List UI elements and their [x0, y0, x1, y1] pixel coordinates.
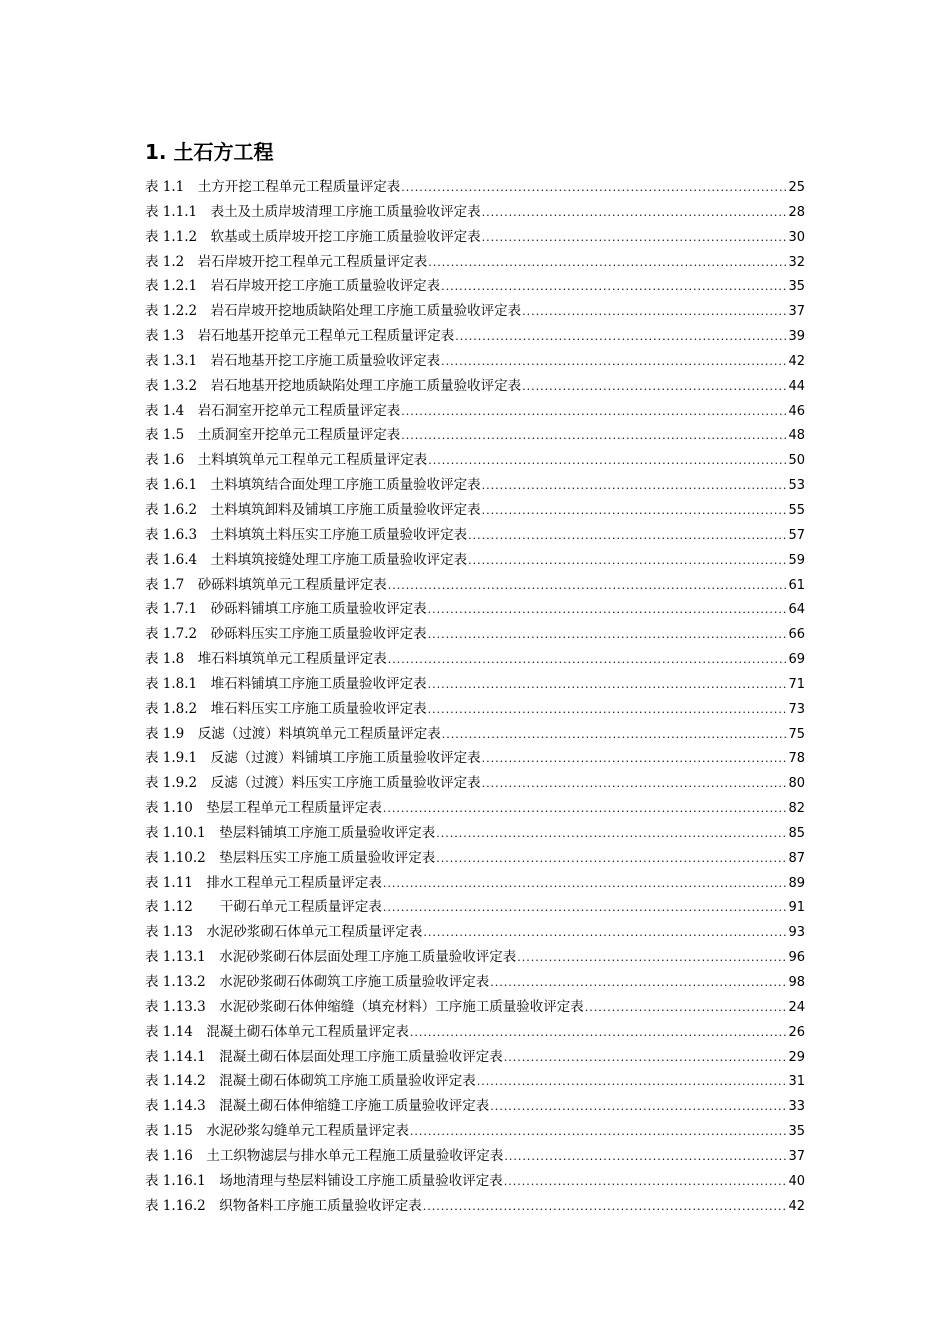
toc-entry-number: 表 1.3	[145, 328, 185, 345]
toc-dot-leader	[482, 499, 788, 524]
toc-entry-number: 表 1.6.3	[145, 526, 198, 543]
toc-dot-leader	[383, 872, 788, 897]
toc-entry-title: 岩石地基开挖工序施工质量验收评定表	[210, 352, 441, 369]
toc-dot-leader	[436, 822, 787, 847]
toc-dot-leader	[401, 424, 787, 449]
toc-entry[interactable]	[145, 672, 805, 697]
toc-entry-page-number: 35	[788, 279, 805, 295]
toc-entry[interactable]	[145, 498, 805, 523]
toc-entry-separator	[206, 1098, 220, 1114]
toc-entry-label	[145, 423, 400, 448]
toc-entry-separator	[184, 427, 198, 443]
toc-entry-separator	[206, 1049, 220, 1065]
toc-entry-label	[145, 374, 521, 399]
toc-entry-separator	[206, 974, 220, 990]
toc-entry[interactable]	[145, 821, 805, 846]
toc-dot-leader	[477, 1070, 788, 1095]
toc-entry-title: 排水工程单元工程质量评定表	[206, 874, 382, 891]
toc-entry-page-number: 98	[788, 975, 805, 990]
toc-entry-title: 反滤（过渡）料填筑单元工程质量评定表	[197, 725, 441, 742]
toc-entry-number: 表 1.4	[145, 402, 185, 419]
section-heading: 1. 土石方工程	[145, 140, 274, 164]
toc-entry[interactable]	[145, 1045, 805, 1070]
toc-entry-title: 水泥砂浆砌石体单元工程质量评定表	[206, 924, 423, 941]
toc-entry-title: 干砌石单元工程质量评定表	[219, 899, 382, 916]
toc-entry-separator	[197, 477, 211, 493]
toc-dot-leader	[383, 896, 788, 921]
toc-entry-title: 混凝土砌石体伸缩缝工序施工质量验收评定表	[219, 1098, 490, 1115]
toc-entry-number: 表 1.7.2	[145, 626, 198, 643]
toc-entry-page-number: 42	[788, 353, 805, 369]
toc-entry-page-number: 87	[788, 850, 805, 866]
toc-entry-title: 砂砾料压实工序施工质量验收评定表	[210, 626, 427, 643]
toc-entry-page-number: 91	[788, 900, 805, 916]
toc-entry-page-number: 89	[788, 875, 805, 891]
toc-dot-leader	[410, 1021, 788, 1046]
toc-entry-separator	[193, 924, 207, 940]
toc-entry-page-number: 80	[788, 776, 805, 792]
toc-entry-page-number: 24	[788, 999, 805, 1015]
toc-entry-number: 表 1.6.4	[145, 551, 198, 568]
toc-dot-leader	[428, 449, 787, 474]
toc-entry-title: 混凝土砌石体层面处理工序施工质量验收评定表	[219, 1048, 503, 1065]
toc-dot-leader	[482, 226, 788, 251]
toc-dot-leader	[504, 1145, 787, 1170]
toc-entry-number: 表 1.14.2	[145, 1073, 206, 1090]
toc-entry-page-number: 40	[788, 1173, 805, 1189]
toc-entry-label	[145, 945, 516, 970]
toc-entry-title: 混凝土砌石体砌筑工序施工质量验收评定表	[219, 1073, 476, 1090]
toc-entry-number: 表 1.8.1	[145, 675, 198, 692]
toc-entry-separator	[197, 303, 211, 319]
toc-entry-page-number: 28	[788, 204, 805, 220]
toc-entry-title: 堆石料压实工序施工质量验收评定表	[210, 700, 427, 717]
toc-entry-label	[145, 821, 435, 846]
toc-dot-leader	[442, 723, 788, 748]
toc-entry-title: 岩石地基开挖地质缺陷处理工序施工质量验收评定表	[210, 377, 522, 394]
toc-entry-label	[145, 399, 400, 424]
toc-entry-label	[145, 672, 427, 697]
toc-entry[interactable]	[145, 995, 805, 1020]
toc-entry[interactable]	[145, 597, 805, 622]
toc-dot-leader	[428, 673, 788, 698]
toc-dot-leader	[441, 350, 787, 375]
toc-dot-leader	[401, 176, 787, 201]
toc-entry[interactable]	[145, 473, 805, 498]
toc-dot-leader	[490, 971, 787, 996]
toc-entry-number: 表 1.13.3	[145, 998, 206, 1015]
toc-entry[interactable]	[145, 871, 805, 896]
toc-entry-number: 表 1.11	[145, 874, 193, 891]
toc-dot-leader	[436, 847, 787, 872]
toc-entry-title: 岩石地基开挖单元工程单元工程质量评定表	[197, 328, 455, 345]
toc-entry-separator	[184, 403, 198, 419]
toc-entry-title: 水泥砂浆砌石体砌筑工序施工质量验收评定表	[219, 974, 490, 990]
toc-entry-number: 表 1.3.2	[145, 377, 198, 394]
toc-dot-leader	[482, 474, 788, 499]
toc-entry-title: 砂砾料填筑单元工程质量评定表	[197, 576, 387, 593]
toc-entry[interactable]	[145, 250, 805, 275]
toc-entry-separator	[197, 204, 211, 220]
toc-entry-title: 岩石岸坡开挖地质缺陷处理工序施工质量验收评定表	[210, 303, 522, 320]
toc-entry-number: 表 1.9	[145, 725, 185, 742]
toc-entry[interactable]	[145, 200, 805, 225]
toc-entry[interactable]	[145, 796, 805, 821]
toc-dot-leader	[428, 251, 787, 276]
toc-dot-leader	[517, 946, 787, 971]
toc-entry[interactable]	[145, 1094, 805, 1119]
toc-entry[interactable]	[145, 771, 805, 796]
toc-entry-label	[145, 1144, 503, 1169]
toc-entry-number: 表 1.14	[145, 1023, 193, 1040]
toc-dot-leader	[490, 1095, 787, 1120]
toc-entry-label	[145, 473, 481, 498]
toc-entry-label	[145, 225, 481, 250]
toc-dot-leader	[522, 375, 787, 400]
toc-entry[interactable]	[145, 697, 805, 722]
toc-entry-label	[145, 970, 489, 995]
toc-entry-label	[145, 200, 481, 225]
toc-entry-number: 表 1.8	[145, 651, 185, 668]
toc-entry[interactable]	[145, 374, 805, 399]
toc-dot-leader	[585, 996, 788, 1021]
toc-entry-title: 土料填筑结合面处理工序施工质量验收评定表	[210, 477, 481, 494]
toc-entry-page-number: 26	[788, 1024, 805, 1040]
toc-entry-number: 表 1.15	[145, 1123, 193, 1140]
toc-dot-leader	[388, 574, 788, 599]
toc-entry-separator	[184, 726, 198, 742]
toc-dot-leader	[388, 648, 788, 673]
toc-entry-page-number: 39	[788, 329, 805, 345]
toc-entry-label	[145, 498, 481, 523]
toc-entry-separator	[197, 502, 211, 518]
toc-entry-title: 软基或土质岸坡开挖工序施工质量验收评定表	[210, 228, 481, 245]
toc-dot-leader	[482, 747, 788, 772]
toc-entry[interactable]	[145, 895, 805, 920]
toc-entry-label	[145, 746, 481, 771]
toc-entry-page-number: 55	[788, 502, 805, 518]
toc-entry[interactable]	[145, 1169, 805, 1194]
toc-entry-label	[145, 846, 435, 871]
toc-dot-leader	[401, 400, 787, 425]
toc-entry-title: 堆石料填筑单元工程质量评定表	[197, 651, 387, 668]
toc-entry-label	[145, 299, 521, 324]
toc-dot-leader	[410, 1120, 788, 1145]
toc-dot-leader	[504, 1170, 788, 1195]
toc-entry-label	[145, 175, 400, 200]
toc-entry-number: 表 1.14.3	[145, 1098, 206, 1115]
toc-entry-separator	[206, 1173, 220, 1189]
toc-entry[interactable]	[145, 573, 805, 598]
toc-entry-separator	[193, 899, 220, 915]
toc-dot-leader	[455, 325, 787, 350]
toc-dot-leader	[482, 772, 788, 797]
toc-entry-page-number: 96	[788, 950, 805, 966]
toc-entry[interactable]	[145, 299, 805, 324]
toc-entry-page-number: 29	[788, 1049, 805, 1065]
toc-entry[interactable]	[145, 647, 805, 672]
toc-entry-separator	[193, 1024, 207, 1040]
toc-entry-label	[145, 1194, 422, 1219]
toc-entry-number: 表 1.16	[145, 1147, 193, 1164]
toc-entry-page-number: 42	[788, 1198, 805, 1214]
toc-entry[interactable]	[145, 448, 805, 473]
toc-entry-number: 表 1.1.2	[145, 228, 198, 245]
toc-entry-separator	[184, 452, 198, 468]
toc-dot-leader	[468, 524, 787, 549]
toc-entry-title: 土工织物滤层与排水单元工程施工质量验收评定表	[206, 1147, 504, 1164]
toc-entry-number: 表 1.16.2	[145, 1197, 206, 1214]
toc-entry[interactable]	[145, 846, 805, 871]
toc-entry-page-number: 73	[788, 701, 805, 717]
table-of-contents	[145, 175, 805, 1218]
toc-entry-number: 表 1.6.2	[145, 501, 198, 518]
toc-entry-number: 表 1.10	[145, 800, 193, 817]
toc-entry[interactable]	[145, 1144, 805, 1169]
toc-entry-number: 表 1.2.2	[145, 303, 198, 320]
toc-entry[interactable]	[145, 746, 805, 771]
toc-entry-separator	[206, 949, 220, 965]
toc-entry-number: 表 1.7.1	[145, 601, 198, 618]
toc-entry-label	[145, 548, 467, 573]
toc-entry-separator	[197, 750, 211, 766]
toc-entry-title: 土料填筑土料压实工序施工质量验收评定表	[210, 526, 468, 543]
toc-entry-page-number: 33	[788, 1099, 805, 1115]
toc-entry[interactable]	[145, 399, 805, 424]
toc-entry-separator	[206, 999, 220, 1015]
toc-entry-page-number: 71	[788, 676, 805, 692]
toc-entry-page-number: 69	[788, 652, 805, 668]
toc-entry-page-number: 46	[788, 403, 805, 419]
toc-dot-leader	[468, 549, 787, 574]
toc-entry[interactable]	[145, 622, 805, 647]
toc-entry[interactable]	[145, 1069, 805, 1094]
toc-entry-page-number: 75	[788, 726, 805, 742]
toc-entry-separator	[206, 850, 220, 866]
toc-entry-title: 反滤（过渡）料压实工序施工质量验收评定表	[210, 775, 481, 792]
toc-entry-number: 表 1.2	[145, 253, 185, 270]
toc-dot-leader	[423, 1195, 788, 1220]
toc-entry-number: 表 1.9.2	[145, 775, 198, 792]
toc-entry-separator	[197, 601, 211, 617]
toc-entry-label	[145, 1094, 489, 1119]
toc-entry-title: 水泥砂浆勾缝单元工程质量评定表	[206, 1123, 409, 1140]
toc-entry-separator	[193, 1123, 207, 1139]
toc-entry-title: 土料填筑卸料及铺填工序施工质量验收评定表	[210, 501, 481, 518]
toc-entry-number: 表 1.1	[145, 179, 185, 195]
toc-entry-page-number: 32	[788, 254, 805, 270]
toc-dot-leader	[383, 797, 788, 822]
toc-entry[interactable]	[145, 423, 805, 448]
toc-dot-leader	[441, 275, 787, 300]
toc-entry-separator	[184, 254, 198, 270]
toc-entry-number: 表 1.8.2	[145, 700, 198, 717]
toc-entry-title: 场地清理与垫层料铺设工序施工质量验收评定表	[219, 1172, 503, 1189]
toc-entry-title: 土料填筑接缝处理工序施工质量验收评定表	[210, 551, 468, 568]
toc-entry-title: 土料填筑单元工程单元工程质量评定表	[197, 452, 428, 469]
toc-entry-title: 织物备料工序施工质量验收评定表	[219, 1197, 422, 1214]
toc-entry[interactable]	[145, 1119, 805, 1144]
toc-entry-label	[145, 796, 382, 821]
toc-entry-separator	[197, 552, 211, 568]
toc-entry-page-number: 48	[788, 428, 805, 444]
toc-entry-page-number: 59	[788, 552, 805, 568]
toc-entry-page-number: 30	[788, 229, 805, 245]
toc-entry-number: 表 1.12	[145, 899, 193, 916]
toc-entry[interactable]	[145, 548, 805, 573]
toc-entry-title: 土方开挖工程单元工程质量评定表	[197, 179, 401, 195]
toc-entry-label	[145, 1069, 476, 1094]
toc-entry-page-number: 35	[788, 1124, 805, 1140]
toc-entry-label	[145, 274, 440, 299]
toc-entry-separator	[184, 328, 198, 344]
toc-entry-title: 垫层料铺填工序施工质量验收评定表	[219, 824, 436, 841]
toc-entry-number: 表 1.6.1	[145, 477, 198, 494]
toc-entry-page-number: 85	[788, 825, 805, 841]
toc-entry[interactable]	[145, 1020, 805, 1045]
toc-entry[interactable]	[145, 920, 805, 945]
toc-entry[interactable]	[145, 225, 805, 250]
toc-entry-title: 土质洞室开挖单元工程质量评定表	[197, 427, 401, 444]
toc-entry-separator	[184, 577, 198, 593]
toc-entry-title: 混凝土砌石体单元工程质量评定表	[206, 1023, 409, 1040]
toc-entry-separator	[197, 527, 211, 543]
toc-entry-page-number: 78	[788, 751, 805, 767]
toc-entry-page-number: 61	[788, 577, 805, 593]
toc-entry-page-number: 37	[788, 1148, 805, 1164]
toc-entry[interactable]	[145, 523, 805, 548]
toc-entry-separator	[197, 353, 211, 369]
toc-entry-label	[145, 722, 441, 747]
toc-entry-title: 垫层料压实工序施工质量验收评定表	[219, 849, 436, 866]
toc-entry-page-number: 66	[788, 627, 805, 643]
toc-entry-separator	[193, 800, 207, 816]
toc-entry[interactable]	[145, 175, 805, 200]
toc-entry[interactable]	[145, 1194, 805, 1219]
toc-entry-title: 垫层工程单元工程质量评定表	[206, 800, 382, 817]
toc-entry-label	[145, 250, 427, 275]
toc-entry-page-number: 93	[788, 925, 805, 941]
toc-entry-page-number: 50	[788, 453, 805, 469]
toc-entry-page-number: 31	[788, 1074, 805, 1090]
toc-entry-label	[145, 573, 387, 598]
toc-entry-label	[145, 1045, 503, 1070]
toc-entry-number: 表 1.7	[145, 576, 185, 593]
toc-entry-separator	[197, 626, 211, 642]
toc-entry-label	[145, 647, 387, 672]
toc-entry-separator	[206, 825, 220, 841]
toc-entry-number: 表 1.6	[145, 452, 185, 469]
toc-entry-separator	[184, 179, 198, 195]
toc-entry-label	[145, 920, 422, 945]
toc-entry-label	[145, 597, 427, 622]
toc-entry-title: 岩石洞室开挖单元工程质量评定表	[197, 402, 401, 419]
toc-entry-separator	[197, 775, 211, 791]
toc-entry-label	[145, 895, 382, 920]
toc-dot-leader	[428, 623, 788, 648]
toc-entry-separator	[206, 1198, 220, 1214]
toc-entry-page-number: 44	[788, 378, 805, 394]
toc-entry-title: 水泥砂浆砌石体伸缩缝（填充材料）工序施工质量验收评定表	[219, 998, 584, 1015]
toc-entry-separator	[197, 278, 211, 294]
toc-entry-label	[145, 448, 427, 473]
toc-entry-separator	[197, 378, 211, 394]
toc-entry-label	[145, 324, 454, 349]
toc-entry-number: 表 1.10.2	[145, 849, 206, 866]
toc-entry-separator	[206, 1073, 220, 1089]
toc-entry-page-number: 64	[788, 602, 805, 618]
toc-entry-title: 反滤（过渡）料铺填工序施工质量验收评定表	[210, 750, 481, 767]
toc-entry-title: 砂砾料铺填工序施工质量验收评定表	[210, 601, 427, 618]
toc-entry-label	[145, 1169, 503, 1194]
toc-entry-number: 表 1.14.1	[145, 1048, 206, 1065]
toc-entry-page-number: 53	[788, 478, 805, 494]
toc-entry-separator	[184, 651, 198, 667]
toc-entry-number: 表 1.10.1	[145, 824, 206, 841]
toc-entry-title: 表土及土质岸坡清理工序施工质量验收评定表	[210, 203, 481, 220]
toc-entry-title: 堆石料铺填工序施工质量验收评定表	[210, 675, 427, 692]
toc-entry-label	[145, 871, 382, 896]
toc-dot-leader	[504, 1046, 788, 1071]
toc-entry-number: 表 1.2.1	[145, 278, 198, 295]
toc-entry-separator	[197, 229, 211, 245]
toc-entry-label	[145, 1020, 409, 1045]
toc-entry-label	[145, 622, 427, 647]
toc-entry-number: 表 1.13.1	[145, 949, 206, 966]
toc-entry-separator	[197, 701, 211, 717]
toc-entry[interactable]	[145, 324, 805, 349]
toc-entry-page-number: 25	[788, 180, 805, 195]
toc-entry-number: 表 1.3.1	[145, 352, 198, 369]
toc-entry-page-number: 37	[788, 304, 805, 320]
toc-entry-number: 表 1.1.1	[145, 203, 198, 220]
toc-entry-label	[145, 1119, 409, 1144]
toc-entry-label	[145, 995, 584, 1020]
toc-dot-leader	[428, 698, 788, 723]
toc-dot-leader	[482, 201, 788, 226]
toc-dot-leader	[428, 598, 788, 623]
toc-entry-number: 表 1.13	[145, 924, 193, 941]
toc-entry-number: 表 1.9.1	[145, 750, 198, 767]
toc-entry-separator	[193, 1148, 207, 1164]
toc-entry-page-number: 57	[788, 527, 805, 543]
toc-entry-separator	[193, 875, 207, 891]
toc-entry[interactable]	[145, 274, 805, 299]
toc-entry-separator	[197, 676, 211, 692]
toc-entry-label	[145, 771, 481, 796]
toc-entry-label	[145, 523, 467, 548]
toc-entry-title: 水泥砂浆砌石体层面处理工序施工质量验收评定表	[219, 949, 517, 966]
toc-entry[interactable]	[145, 970, 805, 995]
toc-entry-label	[145, 349, 440, 374]
toc-entry-title: 岩石岸坡开挖工序施工质量验收评定表	[210, 278, 441, 295]
toc-entry-number: 表 1.16.1	[145, 1172, 206, 1189]
toc-entry-number: 表 1.13.2	[145, 974, 206, 990]
toc-entry[interactable]	[145, 945, 805, 970]
toc-entry-number: 表 1.5	[145, 427, 185, 444]
toc-entry-page-number: 82	[788, 801, 805, 817]
toc-dot-leader	[423, 921, 787, 946]
toc-entry[interactable]	[145, 722, 805, 747]
toc-dot-leader	[522, 300, 787, 325]
toc-entry-label	[145, 697, 427, 722]
toc-entry[interactable]	[145, 349, 805, 374]
toc-entry-title: 岩石岸坡开挖工程单元工程质量评定表	[197, 253, 428, 270]
